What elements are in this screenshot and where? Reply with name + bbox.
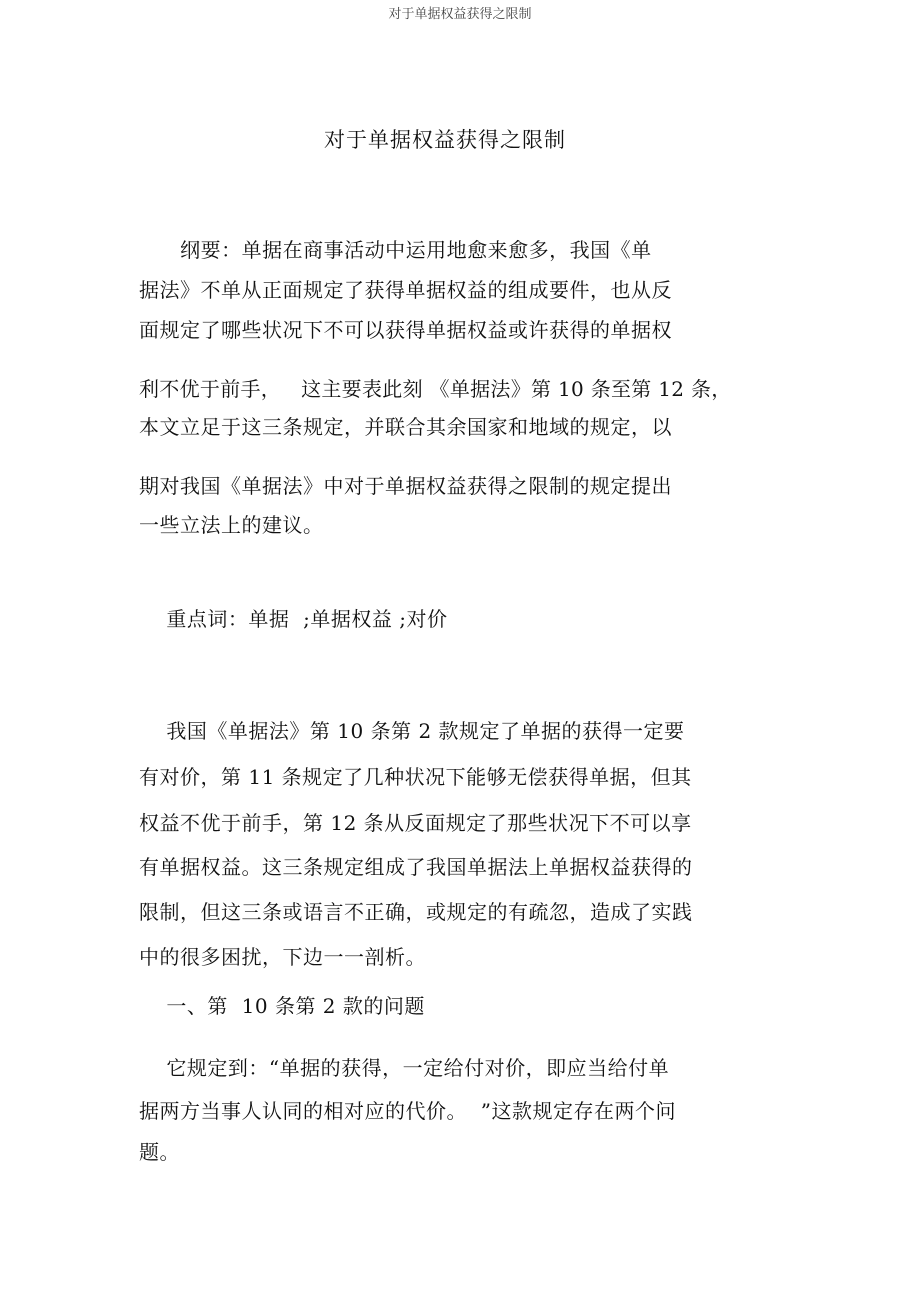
running-header: 对于单据权益获得之限制	[388, 7, 532, 22]
body-line-2: 有对价，第 11 条规定了几种状况下能够无偿获得单据，但其	[139, 765, 692, 789]
abstract-line-1: 纲要：单据在商事活动中运用地愈来愈多，我国《单	[139, 238, 652, 262]
abstract-line-3: 面规定了哪些状况下不可以获得单据权益或许获得的单据权	[139, 318, 672, 342]
abstract-line-5: 本文立足于这三条规定，并联合其余国家和地域的规定，以	[139, 415, 672, 439]
body-line-4: 有单据权益。这三条规定组成了我国单据法上单据权益获得的	[139, 855, 693, 879]
body-line-9: 题。	[139, 1140, 180, 1164]
abstract-line-4: 利不优于前手， 这主要表此刻 《单据法》第 10 条至第 12 条，	[139, 377, 732, 401]
body-line-1: 我国《单据法》第 10 条第 2 款规定了单据的获得一定要	[139, 719, 685, 743]
body-line-3: 权益不优于前手，第 12 条从反面规定了那些状况下不可以享	[139, 811, 692, 835]
body-line-5: 限制，但这三条或语言不正确，或规定的有疏忽，造成了实践	[139, 900, 693, 924]
body-line-7: 它规定到：“单据的获得，一定给付对价，即应当给付单	[139, 1056, 670, 1080]
keywords-line: 重点词：单据 ;单据权益 ;对价	[139, 607, 448, 631]
section-heading-1: 一、第 10 条第 2 款的问题	[139, 994, 425, 1018]
abstract-line-2: 据法》不单从正面规定了获得单据权益的组成要件，也从反	[139, 278, 672, 302]
body-line-6: 中的很多困扰，下边一一剖析。	[139, 945, 426, 969]
body-line-8: 据两方当事人认同的相对应的代价。 ”这款规定存在两个问	[139, 1099, 676, 1123]
document-title: 对于单据权益获得之限制	[324, 128, 566, 152]
abstract-line-7: 一些立法上的建议。	[139, 513, 324, 537]
abstract-line-6: 期对我国《单据法》中对于单据权益获得之限制的规定提出	[139, 474, 672, 498]
